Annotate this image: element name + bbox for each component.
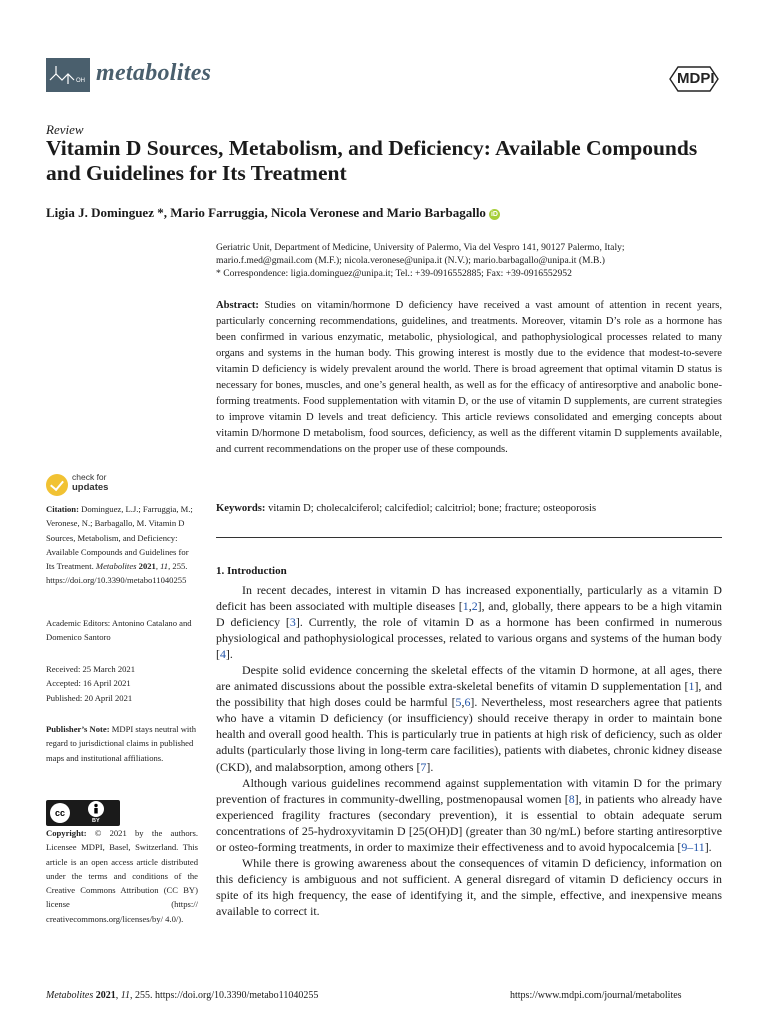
copyright-label: Copyright: xyxy=(46,828,87,838)
reference-link[interactable]: 8 xyxy=(568,791,575,806)
keywords-text: vitamin D; cholecalciferol; calcifediol; calcitriol; bone; fracture; osteoporosis xyxy=(268,503,597,514)
citation: Citation: Dominguez, L.J.; Farruggia, M.; Veronese, N.; Barbagallo, M. Vitamin D Sources, Metabolism, and Deficiency: Available Compounds and Guidelines for Its Treatment. Metabolites 2021, 11, 255. https://doi.org/10.3390/metabo11040255 xyxy=(46,504,193,586)
updates-label: updates xyxy=(72,482,109,493)
footer-citation: Metabolites 2021, 11, 255. https://doi.org/10.3390/metabo11040255 xyxy=(46,990,319,1001)
citation-label: Citation: xyxy=(46,504,79,514)
by-label: BY xyxy=(92,818,100,824)
reference-link[interactable]: 9–11 xyxy=(681,839,705,854)
copyright-text: © 2021 by the authors. Licensee MDPI, Basel, Switzerland. This article is an open access article distributed under the terms and conditions of the Creative Commons Attribution (CC BY) license (https:// creativecommons.org/licenses/by/ 4.0/). xyxy=(46,828,198,924)
author-list xyxy=(46,205,500,221)
orcid-icon[interactable]: iD xyxy=(490,211,498,218)
received-date: Received: 25 March 2021 xyxy=(46,664,136,674)
citation-year: 2021 xyxy=(138,561,156,572)
reference-link[interactable]: 6 xyxy=(464,695,471,710)
citation-doi[interactable]: , 255. https://doi.org/10.3390/metabo11040255 xyxy=(46,561,188,586)
accepted-date: Accepted: 16 April 2021 xyxy=(46,678,131,689)
check-label: check for xyxy=(72,472,107,482)
body-text xyxy=(216,582,722,919)
publisher-name: MDPI xyxy=(677,70,715,87)
article-type: Review xyxy=(46,122,84,137)
journal-logo xyxy=(46,58,90,92)
footer-journal-url[interactable]: https://www.mdpi.com/journal/metabolites xyxy=(510,990,682,1001)
academic-editors: Academic Editors: Antonino Catalano and Domenico Santoro xyxy=(46,618,192,643)
mdpi-logo xyxy=(666,64,722,94)
reference-link[interactable]: 3 xyxy=(289,615,296,630)
article-title: Vitamin D Sources, Metabolism, and Deficiency: Available Compounds and Guidelines for Its Treatment xyxy=(46,136,698,185)
copyright xyxy=(46,826,198,926)
published-date: Published: 20 April 2021 xyxy=(46,692,133,703)
reference-link[interactable]: 5 xyxy=(455,695,462,710)
person-icon xyxy=(88,801,104,817)
affiliation-line: Geriatric Unit, Department of Medicine, University of Palermo, Via del Vespro 141, 90127 Palermo, Italy; xyxy=(216,242,625,253)
reference-link[interactable]: 7 xyxy=(420,759,427,774)
check-icon xyxy=(46,474,68,496)
abstract xyxy=(216,298,722,458)
paragraph: Despite solid evidence concerning the skeletal effects of the vitamin D hormone, at all ages, there are animated discussions about the possible extra-skeletal benefits of vitamin D supplementation [1], and the possibility that high doses could be harmful [5,6]. Nevertheless, most researchers agree that patients who have a vitamin D deficiency (or insufficiency) should receive therapy in order to maintain bone health and overall good health. This is particularly true in patients at high risk of deficiency, such as older adults (particularly those living in long-term care facilities), patients with diabetes, chronic kidney disease (CKD), and malabsorption, among others [7]. xyxy=(216,663,722,774)
reference-link[interactable]: 1 xyxy=(688,679,695,694)
section-heading: 1. Introduction xyxy=(216,565,287,577)
reference-link[interactable]: 1 xyxy=(462,599,469,614)
authors-text: Ligia J. Dominguez *, Mario Farruggia, Nicola Veronese and Mario Barbagallo xyxy=(46,205,486,220)
correspondence: * Correspondence: ligia.dominguez@unipa.it; Tel.: +39-0916552885; Fax: +39-0916552952 xyxy=(216,267,572,279)
paragraph: Although various guidelines recommend against supplementation with vitamin D for the primary prevention of fractures in community-dwelling, postmenopausal women [8], in patients who already have experienced fragility fractures (secondary prevention), it is essential to obtain adequate serum concentrations of 25-hydroxyvitamin D [25(OH)D] (greater than 30 ng/mL) before starting antiresorptive or osteo-forming treatments, in order to maximize their effectiveness and to avoid hypocalcemia [9–11]. xyxy=(216,775,722,854)
cc-icon: cc xyxy=(50,803,70,823)
citation-journal: Metabolites xyxy=(95,561,137,572)
dates xyxy=(46,662,198,705)
footer-volume: 11 xyxy=(120,990,130,1001)
paragraph: In recent decades, interest in vitamin D has increased exponentially, particularly as a vitamin D deficit has been associated with multiple diseases [1,2], and, globally, there appears to be a high vitamin D deficiency [3]. Currently, the role of vitamin D as a hormone has been confirmed in numerous physiological and pathophysiological processes, related to various organs and systems of the human body [4]. xyxy=(216,583,722,662)
abstract-text: Studies on vitamin/hormone D deficiency have received a vast amount of attention in recent years, particularly concerning recommendations, guidelines, and treatments. Moreover, vitamin D’s role as a hormone has been confirmed in various enzymatic, metabolic, physiological, and pathophysiological processes related to many organs and systems in the human body. This growing interest is mostly due to the evidence that modest-to-severe vitamin D deficiency is widely prevalent around the world. There is broad agreement that optimal vitamin D status is necessary for bones, muscles, and one’s general health, as well as for the efficacy of antiresorptive and anabolic bone-forming treatments. Food supplementation with vitamin D, or the use of vitamin D supplements, are current strategies to improve vitamin D levels and treat deficiency. This article reviews consolidated and emerging concepts about vitamin D/hormone D metabolism, food sources, deficiency, as well as the different vitamin D supplements available, and current recommendations on the proper use of these compounds. xyxy=(216,300,722,456)
affiliation-emails: mario.f.med@gmail.com (M.F.); nicola.veronese@unipa.it (N.V.); mario.barbagallo@unipa.it (M.B.) xyxy=(216,254,605,266)
keywords xyxy=(216,503,722,514)
affiliation xyxy=(216,242,726,280)
publisher-note-text: MDPI stays neutral with regard to jurisdictional claims in published maps and institutional affiliations. xyxy=(46,724,196,763)
footer-year: 2021 xyxy=(95,990,116,1001)
reference-link[interactable]: 2 xyxy=(471,599,478,614)
publisher-note xyxy=(46,722,198,765)
svg-text:OH: OH xyxy=(76,78,85,84)
reference-link[interactable]: 4 xyxy=(219,647,226,662)
publisher-note-label: Publisher’s Note: xyxy=(46,724,110,734)
paragraph: While there is growing awareness about the consequences of vitamin D deficiency, information on this deficiency is ambiguous and not sufficient. A general disregard of vitamin D deficiency occurs in spite of its high frequency, the ease of identifying it, and the simple, effective, and inexpensive means available to correct it. xyxy=(216,855,722,918)
citation-volume: 11 xyxy=(160,561,169,572)
citation-text: Dominguez, L.J.; Farruggia, M.; Veronese, N.; Barbagallo, M. Vitamin D Sources, Metabolism, and Deficiency: Available Compounds and Guidelines for Its Treatment. xyxy=(46,504,193,572)
footer-journal: Metabolites xyxy=(46,990,94,1001)
footer-doi[interactable]: , 255. https://doi.org/10.3390/metabo11040255 xyxy=(129,990,319,1001)
journal-name: metabolites xyxy=(96,60,212,86)
keywords-label: Keywords: xyxy=(216,503,266,514)
divider xyxy=(216,537,722,538)
cc-by-license-badge[interactable] xyxy=(46,800,120,826)
abstract-label: Abstract: xyxy=(216,300,259,311)
